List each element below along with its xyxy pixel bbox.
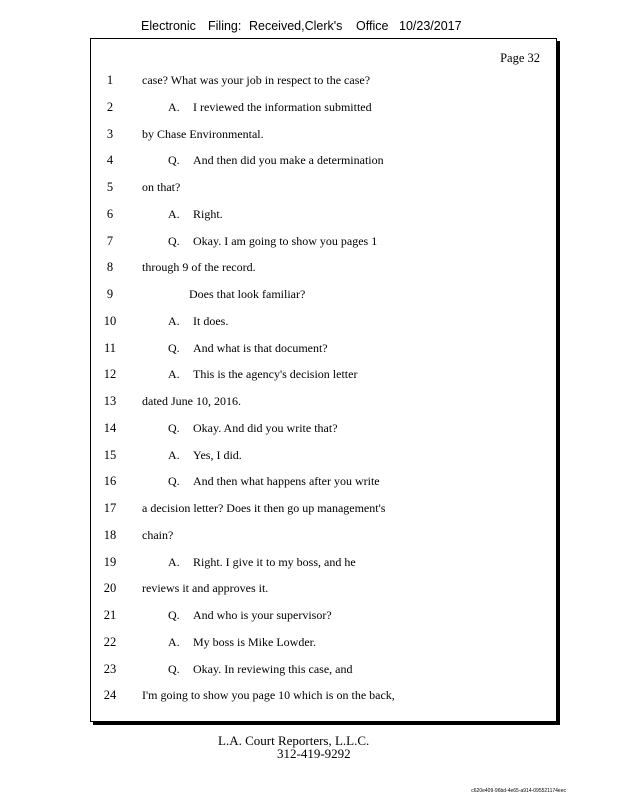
line-text <box>168 472 380 490</box>
answer-marker: A. <box>168 367 180 382</box>
line-number: 16 <box>103 474 117 489</box>
line-number: 24 <box>103 688 117 703</box>
transcript-line <box>91 660 556 678</box>
line-number: 13 <box>103 394 117 408</box>
line-text <box>142 526 173 544</box>
transcript-line <box>91 205 556 223</box>
transcript-line <box>91 71 556 89</box>
filing-date: 10/23/2017 <box>399 19 462 33</box>
answer-marker: A. <box>168 634 180 649</box>
filing-word-office: Office <box>356 19 389 33</box>
question-marker: Q. <box>168 474 180 489</box>
transcript-line <box>91 446 556 464</box>
line-text <box>168 606 332 624</box>
transcript-line <box>91 258 556 276</box>
transcript-line <box>91 312 556 330</box>
answer-marker: A. <box>168 99 180 114</box>
transcript-line <box>91 499 556 517</box>
line-content: on that? <box>142 180 181 194</box>
document-hash: c620e409-96bd-4e65-a914-095521174eec <box>471 788 566 794</box>
line-number: 17 <box>103 501 117 515</box>
reporter-company: L.A. Court Reporters, L.L.C. <box>218 733 370 748</box>
line-number: 19 <box>103 554 117 569</box>
line-number: 4 <box>106 153 114 168</box>
transcript-line <box>91 633 556 651</box>
line-text <box>168 151 384 169</box>
filing-stamp-header <box>0 19 618 37</box>
line-number: 1 <box>106 73 114 87</box>
page-number: Page 32 <box>500 51 540 65</box>
line-number: 5 <box>106 180 114 194</box>
line-number: 20 <box>103 581 117 596</box>
line-text <box>168 446 242 464</box>
transcript-line <box>91 553 556 571</box>
transcript-line <box>91 285 556 303</box>
line-content: Does that look familiar? <box>189 287 306 301</box>
line-content: My boss is Mike Lowder. <box>193 634 316 649</box>
transcript-page <box>90 38 557 722</box>
line-text <box>168 98 372 116</box>
line-text <box>142 579 268 597</box>
line-number: 7 <box>106 233 114 248</box>
line-content: dated June 10, 2016. <box>142 394 241 408</box>
line-content: And then what happens after you write <box>193 474 380 489</box>
line-number: 6 <box>106 206 114 221</box>
line-text <box>142 178 180 196</box>
line-text <box>168 312 228 330</box>
line-content: Okay. In reviewing this case, and <box>193 661 353 676</box>
transcript-line <box>91 151 556 169</box>
line-text <box>142 258 256 276</box>
filing-word-received: Received,Clerk's <box>249 19 343 33</box>
line-text <box>168 232 377 250</box>
line-content: It does. <box>193 313 229 328</box>
line-text <box>142 392 241 410</box>
line-text <box>189 285 305 303</box>
line-number: 10 <box>103 313 117 328</box>
transcript-line <box>91 606 556 624</box>
line-number: 15 <box>103 447 117 462</box>
line-content: And then did you make a determination <box>193 153 384 168</box>
transcript-line <box>91 419 556 437</box>
line-content: through 9 of the record. <box>142 260 256 275</box>
transcript-line <box>91 579 556 597</box>
question-marker: Q. <box>168 233 180 248</box>
line-number: 2 <box>106 99 114 114</box>
question-marker: Q. <box>168 340 180 355</box>
transcript-line <box>91 472 556 490</box>
line-number: 18 <box>103 527 117 542</box>
line-text <box>168 205 223 223</box>
line-content: by Chase Environmental. <box>142 126 264 141</box>
question-marker: Q. <box>168 608 180 622</box>
line-content: I reviewed the information submitted <box>193 99 372 114</box>
line-content: I'm going to show you page 10 which is on the back, <box>142 688 395 703</box>
transcript-line <box>91 392 556 410</box>
line-content: Yes, I did. <box>193 447 242 462</box>
transcript-line <box>91 339 556 357</box>
transcript-line <box>91 98 556 116</box>
reporter-phone: 312-419-9292 <box>277 746 351 761</box>
transcript-line <box>91 365 556 383</box>
line-number: 3 <box>106 126 114 141</box>
answer-marker: A. <box>168 313 180 328</box>
line-text <box>142 125 264 143</box>
line-content: And who is your supervisor? <box>193 608 332 622</box>
line-number: 9 <box>106 287 114 301</box>
transcript-line <box>91 125 556 143</box>
line-text <box>168 553 356 571</box>
line-content: And what is that document? <box>193 340 328 355</box>
line-text <box>168 660 353 678</box>
question-marker: Q. <box>168 420 180 435</box>
filing-word-filing: Filing: <box>208 19 242 33</box>
transcript-line <box>91 178 556 196</box>
line-content: Right. I give it to my boss, and he <box>193 554 356 569</box>
line-text <box>142 499 385 517</box>
line-text <box>168 419 338 437</box>
line-text <box>168 633 316 651</box>
line-content: case? What was your job in respect to the case? <box>142 73 371 87</box>
line-content: a decision letter? Does it then go up management's <box>142 501 386 515</box>
line-content: This is the agency's decision letter <box>193 367 358 382</box>
answer-marker: A. <box>168 554 180 569</box>
filing-word-electronic: Electronic <box>141 19 196 33</box>
line-number: 12 <box>103 367 117 382</box>
line-number: 11 <box>103 340 117 355</box>
line-content: Okay. And did you write that? <box>193 420 338 435</box>
line-number: 8 <box>106 260 114 275</box>
line-content: chain? <box>142 527 174 542</box>
line-number: 22 <box>103 634 117 649</box>
line-text <box>142 71 370 89</box>
line-content: Okay. I am going to show you pages 1 <box>193 233 378 248</box>
line-number: 23 <box>103 661 117 676</box>
line-number: 21 <box>103 608 117 622</box>
transcript-line <box>91 686 556 704</box>
transcript-line <box>91 526 556 544</box>
line-content: Right. <box>193 206 223 221</box>
answer-marker: A. <box>168 206 180 221</box>
line-text <box>142 686 395 704</box>
question-marker: Q. <box>168 153 180 168</box>
line-content: reviews it and approves it. <box>142 581 269 596</box>
question-marker: Q. <box>168 661 180 676</box>
answer-marker: A. <box>168 447 180 462</box>
line-text <box>168 365 357 383</box>
transcript-line <box>91 232 556 250</box>
line-text <box>168 339 328 357</box>
line-number: 14 <box>103 420 117 435</box>
